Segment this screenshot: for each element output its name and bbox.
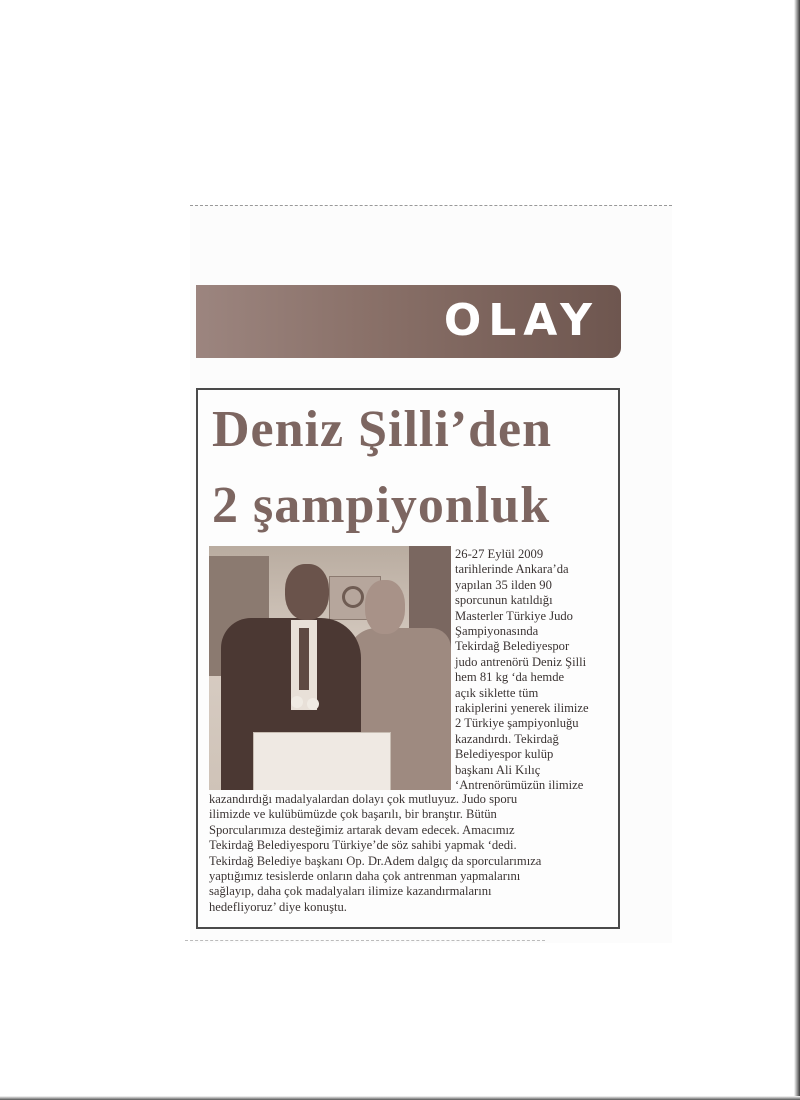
medal-icon (307, 698, 319, 710)
text-line: açık siklette tüm (455, 685, 539, 700)
text-line: Tekirdağ Belediye başkanı Op. Dr.Adem dalgıç da sporcularımıza (209, 853, 542, 868)
scan-page-edge (794, 0, 800, 1100)
photo-certificate (253, 732, 391, 790)
medal-icon (291, 696, 303, 708)
text-line: 2 Türkiye şampiyonluğu (455, 716, 579, 731)
text-line: rakiplerini yenerek ilimize (455, 701, 589, 716)
text-line: Sporcularımıza desteğimiz artarak devam edecek. Amacımız (209, 822, 515, 837)
clipping-cut-line-top (190, 205, 672, 206)
text-line: başkanı Ali Kılıç (455, 762, 541, 777)
text-line: sporcunun katıldığı (455, 593, 553, 608)
text-line: 26-27 Eylül 2009 (455, 547, 544, 561)
text-line: Belediyespor kulüp (455, 747, 554, 762)
section-banner-label: OLAY (443, 295, 599, 346)
text-line: Masterler Türkiye Judo (455, 608, 573, 623)
scan-page-bottom-edge (0, 1096, 800, 1100)
text-line: Tekirdağ Belediyesporu Türkiye’de söz sahibi yapmak ‘dedi. (209, 838, 517, 853)
article-photo (209, 546, 451, 790)
article-box (196, 388, 620, 929)
text-line: hedefliyoruz’ diye konuştu. (209, 899, 347, 914)
text-line: hem 81 kg ‘da hemde (455, 670, 565, 685)
text-line: kazandırdığı madalyalardan dolayı çok mutluyuz. Judo sporu (209, 792, 518, 806)
text-line: ilimizde ve kulübümüzde çok başarılı, bir branştır. Bütün (209, 807, 497, 822)
text-line: Şampiyonasında (455, 624, 539, 639)
text-line: yapılan 35 ilden 90 (455, 577, 552, 592)
text-line: judo antrenörü Deniz Şilli (455, 654, 587, 669)
article-headline (212, 392, 622, 544)
section-banner (196, 285, 621, 358)
headline-line: 2 şampiyonluk (212, 477, 551, 534)
text-line: tarihlerinde Ankara’da (455, 562, 569, 577)
text-line: ‘Antrenörümüzün ilimize (455, 778, 584, 793)
text-line: yaptığımız tesislerde onların daha çok antrenman yapmalarını (209, 869, 521, 884)
text-line: kazandırdı. Tekirdağ (455, 731, 559, 746)
article-column-text (455, 547, 615, 794)
text-line: Tekirdağ Belediyespor (455, 639, 570, 654)
article-body-text (209, 792, 614, 915)
clipping-cut-line-bottom (185, 940, 545, 941)
headline-line: Deniz Şilli’den (212, 401, 553, 458)
text-line: sağlayıp, daha çok madalyaları ilimize kazandırmalarını (209, 884, 492, 899)
